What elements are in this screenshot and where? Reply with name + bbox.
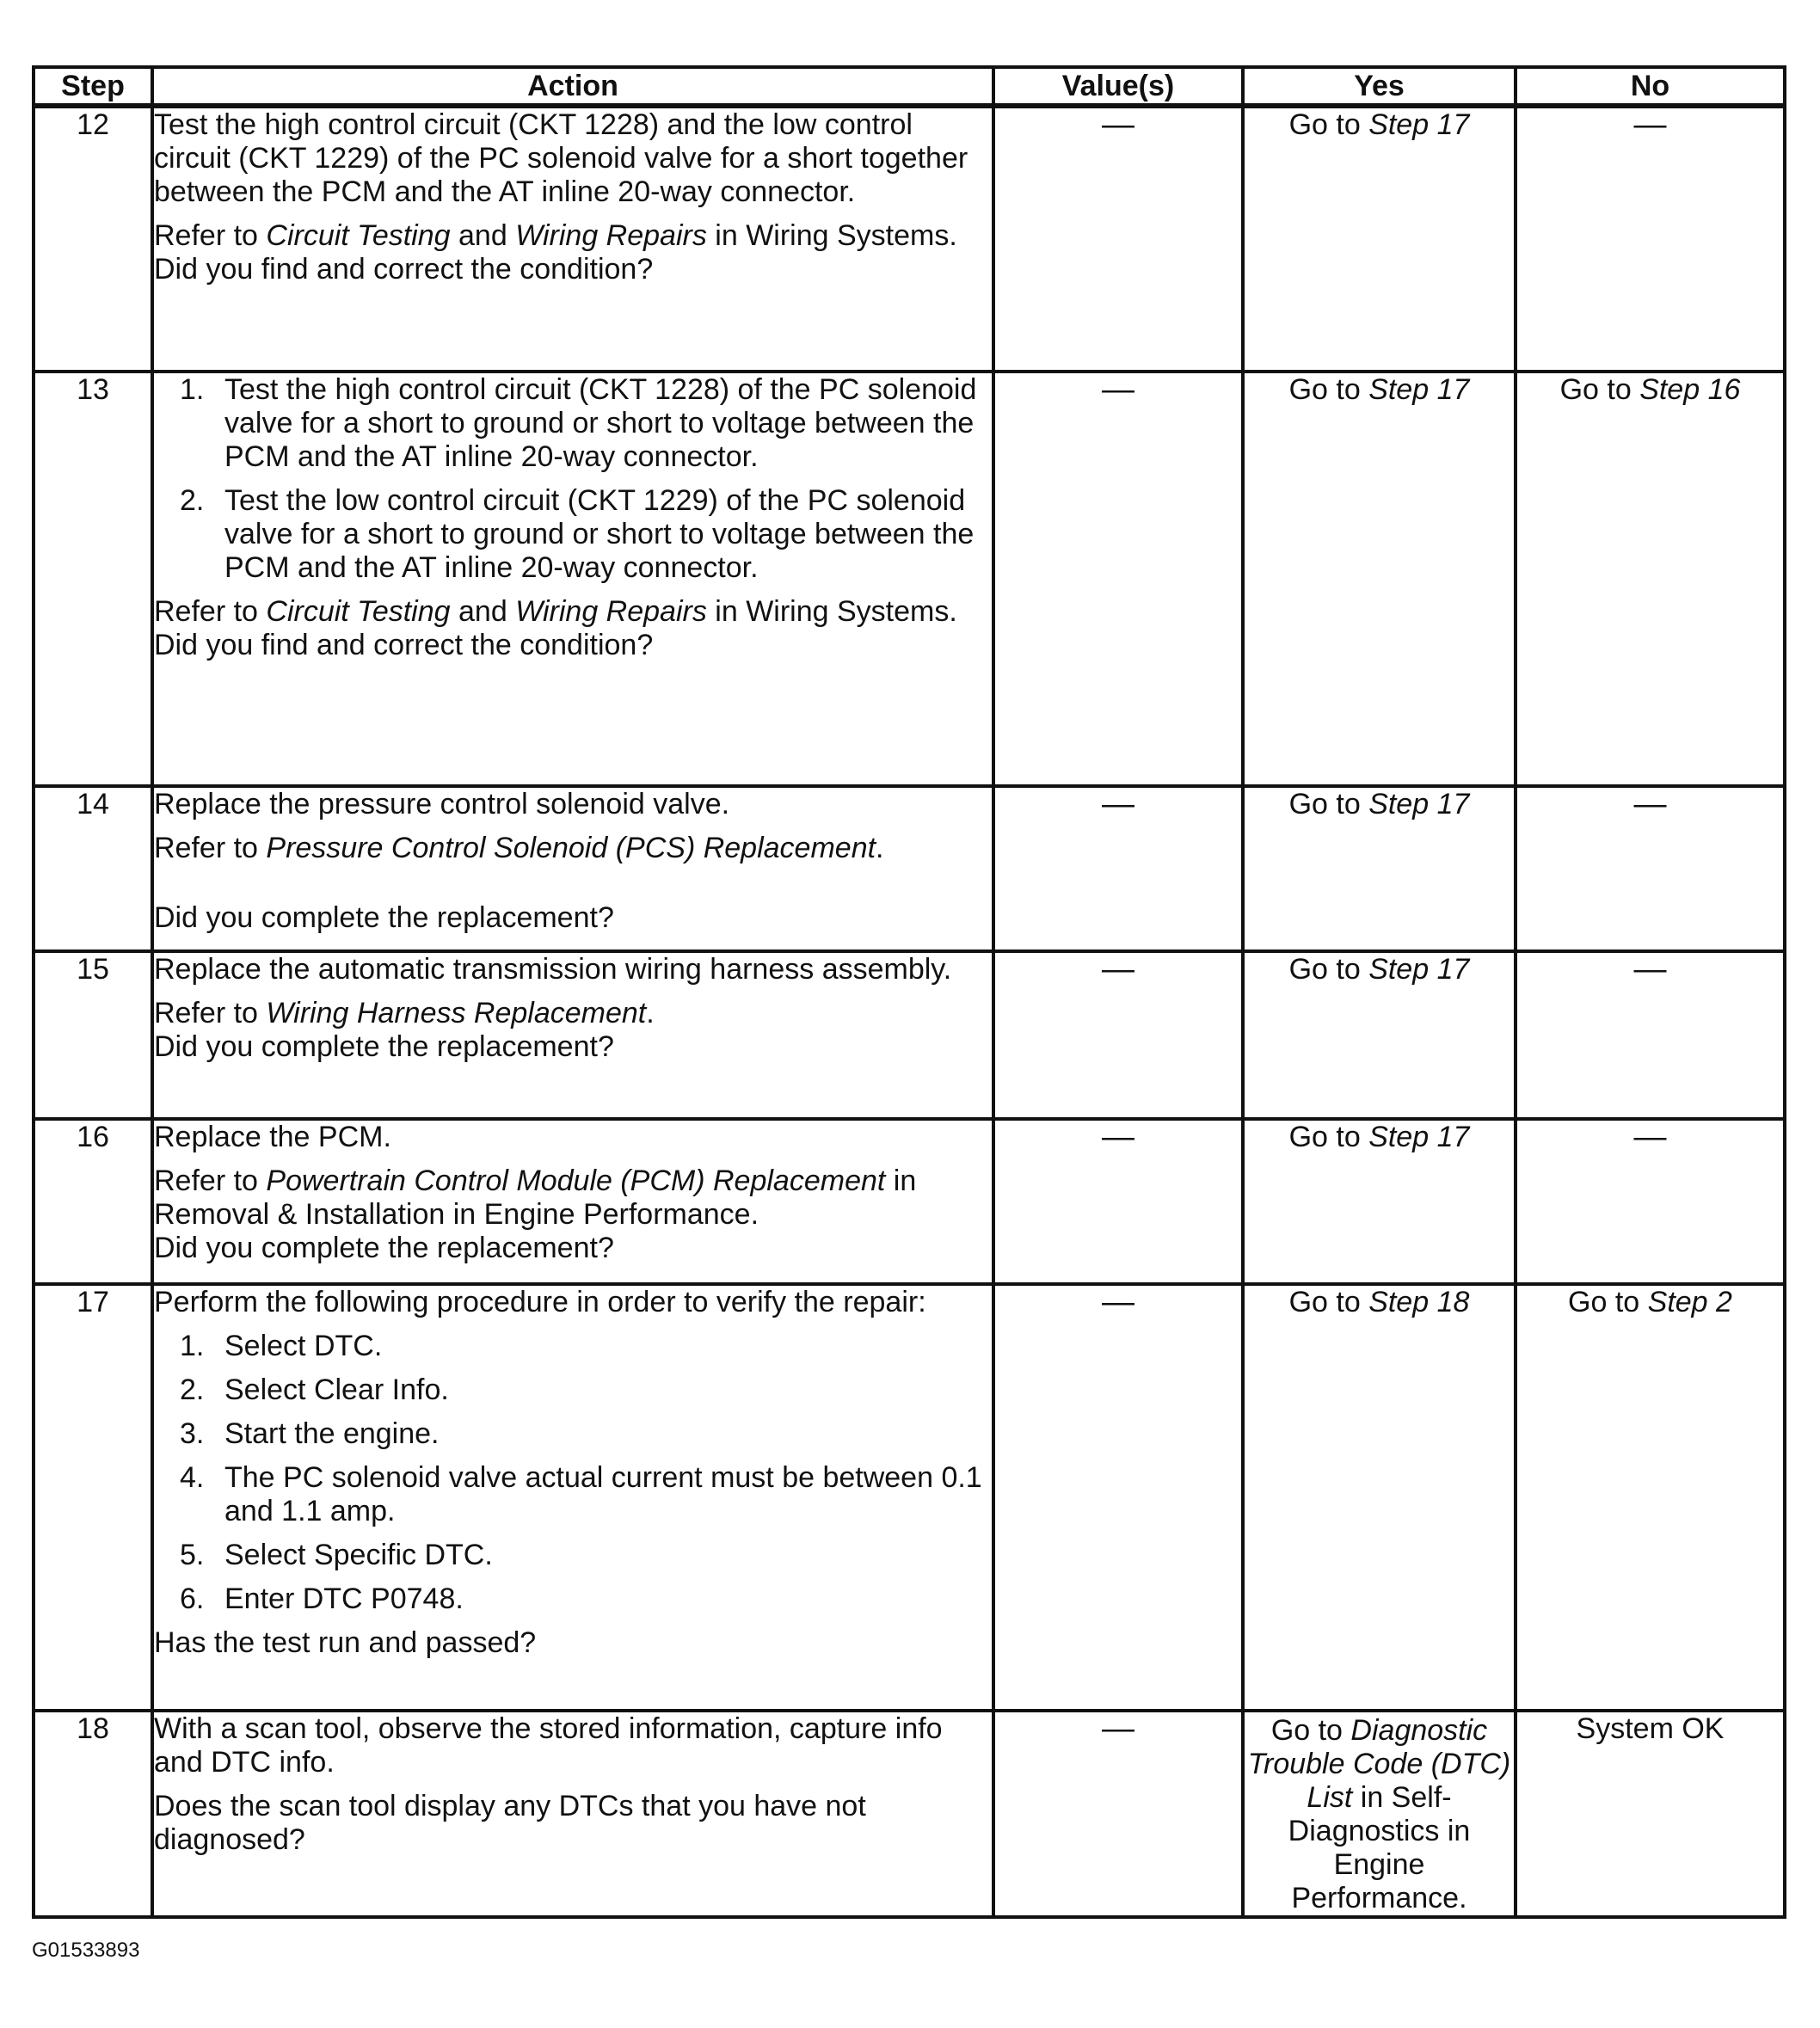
reference-title: Wiring Repairs bbox=[515, 595, 707, 628]
list-item: 6. Enter DTC P0748. bbox=[180, 1582, 464, 1615]
action-question: Did you complete the replacement? bbox=[154, 901, 614, 934]
action-list bbox=[154, 1330, 992, 1616]
dash: — bbox=[1102, 786, 1134, 822]
step-number: 18 bbox=[34, 1711, 152, 1917]
action-text: With a scan tool, observe the stored information, capture info and DTC info. bbox=[154, 1712, 943, 1779]
table-row-step-12 bbox=[34, 106, 1785, 372]
list-item: 5. Select Specific DTC. bbox=[180, 1539, 493, 1571]
action-text: Test the high control circuit (CKT 1228) and the low control circuit (CKT 1229) of the PC solenoid valve for a short together between the PCM and the AT inline 20-way connector. bbox=[154, 108, 968, 208]
action-question: Has the test run and passed? bbox=[154, 1626, 537, 1659]
yes-cell: Go to Step 17 bbox=[1243, 106, 1516, 372]
dash: — bbox=[1633, 107, 1667, 143]
header-values: Value(s) bbox=[993, 67, 1243, 106]
action-list bbox=[154, 373, 992, 585]
action-cell bbox=[152, 1119, 993, 1284]
diagnostic-table bbox=[32, 65, 1786, 1919]
yes-step-link[interactable]: Step 17 bbox=[1368, 788, 1470, 820]
step-number: 17 bbox=[34, 1284, 152, 1711]
no-cell bbox=[1516, 1119, 1785, 1284]
figure-id: G01533893 bbox=[32, 1939, 140, 1962]
list-item: 1. Select DTC. bbox=[180, 1330, 383, 1362]
dash: — bbox=[1633, 786, 1667, 822]
reference-title: Circuit Testing bbox=[266, 595, 451, 628]
step-number: 16 bbox=[34, 1119, 152, 1284]
yes-cell: Go to Step 17 bbox=[1243, 372, 1516, 786]
step-number: 15 bbox=[34, 951, 152, 1119]
action-question: Did you complete the replacement? bbox=[154, 1030, 614, 1063]
action-cell bbox=[152, 1711, 993, 1917]
list-item: 2. Select Clear Info. bbox=[180, 1374, 449, 1406]
table-row-step-15 bbox=[34, 951, 1785, 1119]
action-reference: Refer to Circuit Testing and Wiring Repairs in Wiring Systems. bbox=[154, 595, 957, 628]
action-question: Did you find and correct the condition? bbox=[154, 253, 654, 286]
system-ok-text: System OK bbox=[1576, 1712, 1725, 1745]
yes-cell: Go to Step 18 bbox=[1243, 1284, 1516, 1711]
action-question: Did you find and correct the condition? bbox=[154, 629, 654, 661]
value-cell bbox=[993, 1711, 1243, 1917]
yes-step-link[interactable]: Step 17 bbox=[1368, 108, 1470, 141]
action-reference: Refer to Wiring Harness Replacement. bbox=[154, 997, 655, 1029]
no-step-link[interactable]: Step 2 bbox=[1647, 1286, 1732, 1318]
header-action: Action bbox=[152, 67, 993, 106]
list-item: 1. Test the high control circuit (CKT 1228) of the PC solenoid valve for a short to ground or short to voltage between the PCM and the AT inline 20-way connector. bbox=[180, 373, 977, 473]
value-cell bbox=[993, 372, 1243, 786]
reference-title: Circuit Testing bbox=[266, 219, 451, 252]
dash: — bbox=[1633, 1119, 1667, 1155]
action-reference: Refer to Powertrain Control Module (PCM) Replacement in Removal & Installation in Engine Performance. bbox=[154, 1165, 917, 1231]
table-row-step-18 bbox=[34, 1711, 1785, 1917]
no-cell: Go to Step 16 bbox=[1516, 372, 1785, 786]
reference-title: Wiring Harness Replacement bbox=[266, 997, 647, 1029]
dash: — bbox=[1102, 372, 1134, 408]
action-reference: Refer to Pressure Control Solenoid (PCS) Replacement. bbox=[154, 832, 884, 864]
value-cell bbox=[993, 786, 1243, 951]
no-cell bbox=[1516, 951, 1785, 1119]
dash: — bbox=[1102, 107, 1134, 143]
reference-title: Powertrain Control Module (PCM) Replacement bbox=[266, 1165, 886, 1197]
list-item: 2. Test the low control circuit (CKT 1229) of the PC solenoid valve for a short to ground or short to voltage between the PCM and the AT inline 20-way connector. bbox=[180, 484, 975, 584]
dash: — bbox=[1102, 951, 1134, 987]
table-row-step-13 bbox=[34, 372, 1785, 786]
action-cell bbox=[152, 372, 993, 786]
value-cell bbox=[993, 1119, 1243, 1284]
dash: — bbox=[1102, 1119, 1134, 1155]
value-cell bbox=[993, 951, 1243, 1119]
step-number: 12 bbox=[34, 106, 152, 372]
header-row bbox=[34, 67, 1785, 106]
yes-step-link[interactable]: Step 17 bbox=[1368, 373, 1470, 406]
reference-title: Wiring Repairs bbox=[515, 219, 707, 252]
dash: — bbox=[1102, 1284, 1134, 1320]
value-cell bbox=[993, 1284, 1243, 1711]
reference-title: Pressure Control Solenoid (PCS) Replacement bbox=[266, 832, 876, 864]
no-cell bbox=[1516, 786, 1785, 951]
dash: — bbox=[1633, 951, 1667, 987]
table-row-step-16 bbox=[34, 1119, 1785, 1284]
yes-cell: Go to Diagnostic Trouble Code (DTC) List in Self-Diagnostics in Engine Performance. bbox=[1243, 1711, 1516, 1917]
action-reference: Refer to Circuit Testing and Wiring Repairs in Wiring Systems. bbox=[154, 219, 957, 252]
table-row-step-14 bbox=[34, 786, 1785, 951]
action-question: Does the scan tool display any DTCs that you have not diagnosed? bbox=[154, 1790, 866, 1856]
list-item: 4. The PC solenoid valve actual current must be between 0.1 and 1.1 amp. bbox=[180, 1461, 982, 1527]
yes-reference-link[interactable]: Diagnostic Trouble Code (DTC) List bbox=[1247, 1714, 1511, 1814]
action-cell bbox=[152, 786, 993, 951]
no-step-link[interactable]: Step 16 bbox=[1639, 373, 1741, 406]
action-text: Perform the following procedure in order to verify the repair: bbox=[154, 1286, 926, 1318]
list-item: 3. Start the engine. bbox=[180, 1417, 440, 1450]
yes-step-link[interactable]: Step 17 bbox=[1368, 953, 1470, 986]
action-text: Replace the pressure control solenoid valve. bbox=[154, 788, 730, 820]
header-no: No bbox=[1516, 67, 1785, 106]
table-row-step-17 bbox=[34, 1284, 1785, 1711]
yes-cell: Go to Step 17 bbox=[1243, 951, 1516, 1119]
no-cell: Go to Step 2 bbox=[1516, 1284, 1785, 1711]
no-cell bbox=[1516, 1711, 1785, 1917]
action-cell bbox=[152, 106, 993, 372]
step-number: 14 bbox=[34, 786, 152, 951]
step-number: 13 bbox=[34, 372, 152, 786]
action-text: Replace the PCM. bbox=[154, 1121, 391, 1153]
yes-step-link[interactable]: Step 17 bbox=[1368, 1121, 1470, 1153]
action-text: Replace the automatic transmission wiring harness assembly. bbox=[154, 953, 952, 986]
action-cell bbox=[152, 951, 993, 1119]
yes-cell: Go to Step 17 bbox=[1243, 1119, 1516, 1284]
action-cell bbox=[152, 1284, 993, 1711]
yes-step-link[interactable]: Step 18 bbox=[1368, 1286, 1470, 1318]
value-cell bbox=[993, 106, 1243, 372]
action-question: Did you complete the replacement? bbox=[154, 1232, 614, 1264]
no-cell bbox=[1516, 106, 1785, 372]
yes-cell: Go to Step 17 bbox=[1243, 786, 1516, 951]
header-yes: Yes bbox=[1243, 67, 1516, 106]
header-step: Step bbox=[34, 67, 152, 106]
dash: — bbox=[1102, 1711, 1134, 1747]
